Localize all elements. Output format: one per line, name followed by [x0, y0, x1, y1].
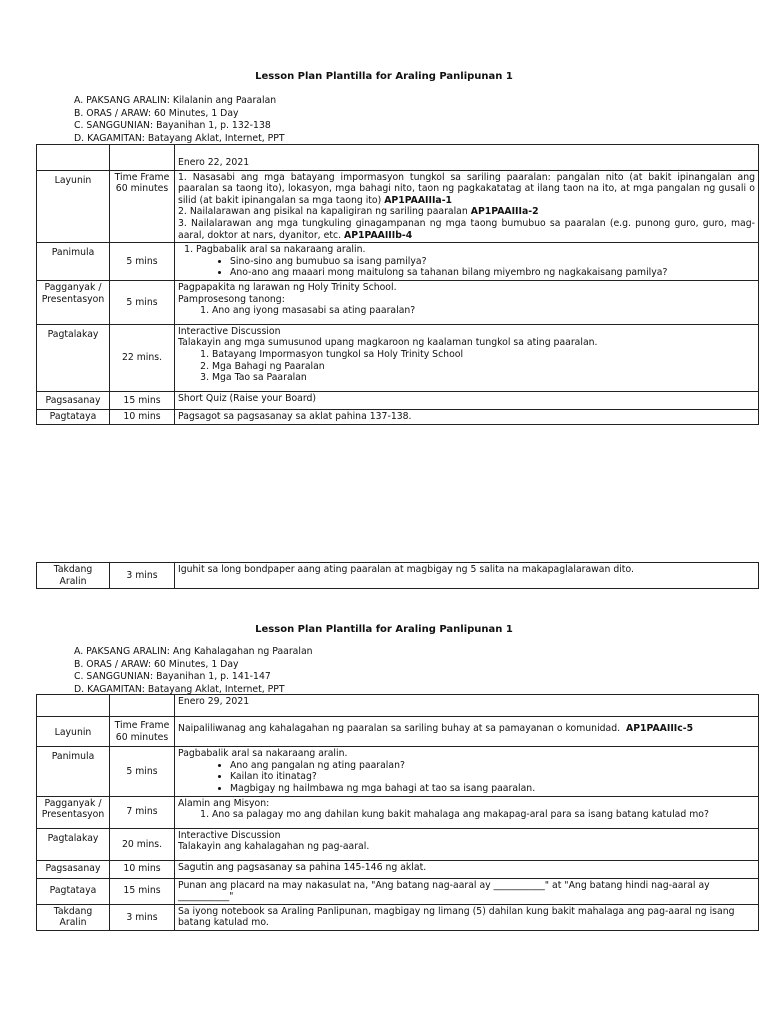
plan1-meta-materials: D. KAGAMITAN: Batayang Aklat, Internet, PPT: [74, 132, 285, 144]
plan1-table: [36, 144, 759, 425]
pagganyak-content: Pagpapakita ng larawan ng Holy Trinity School. Pamprosesong tanong: 1. Ano ang iyong masasabi sa ating paaralan?: [175, 280, 759, 324]
competency-code: AP1PAAIIIb-4: [344, 229, 413, 241]
pagtalakay-time: 20 mins.: [110, 828, 175, 860]
plan2-table: [36, 694, 759, 931]
list-item: 1. Batayang Impormasyon tungkol sa Holy Trinity School: [212, 349, 755, 361]
plan1-pagtataya-row: [37, 410, 759, 425]
competency-code: AP1PAAIIIc-5: [626, 723, 694, 734]
list-item: • Sino-sino ang bumubuo sa isang pamilya?: [230, 256, 755, 268]
plan2-pagtataya-row: [37, 878, 759, 904]
layunin-label: Layunin: [37, 170, 110, 243]
takdang-time: 3 mins: [110, 563, 175, 589]
list-item: • Magbigay ng hailmbawa ng mga bahagi at tao sa isang paaralan.: [230, 783, 755, 795]
panimula-time: 5 mins: [110, 243, 175, 281]
plan2-date-row: [37, 695, 759, 717]
takdang-time: 3 mins: [110, 904, 175, 930]
takdang-label: Takdang Aralin: [37, 904, 110, 930]
pagsasanay-label: Pagsasanay: [37, 391, 110, 410]
plan1-meta-reference: C. SANGGUNIAN: Bayanihan 1, p. 132-138: [74, 120, 271, 131]
pagganyak-label: Pagganyak / Presentasyon: [37, 280, 110, 324]
pagtalakay-content: Interactive Discussion Talakayin ang mga sumusunod upang magkaroon ng kaalaman tungkol sa ating paaralan. 1. Batayang Impormasyon tungkol sa Holy Trinity School 2. Mga Bahagi ng Paaralan 3. Mga Tao sa Paaralan: [175, 324, 759, 391]
plan1-date: Enero 22, 2021: [175, 145, 759, 171]
plan2-date: Enero 29, 2021: [175, 695, 759, 717]
plan1-meta: [74, 95, 285, 145]
pagsasanay-content: Short Quiz (Raise your Board): [175, 391, 759, 410]
plan2-pagsasanay-row: [37, 860, 759, 878]
plan1-pagtalakay-row: [37, 324, 759, 391]
timeframe-value: 60 minutes: [115, 731, 169, 743]
plan1-pagsasanay-row: [37, 391, 759, 410]
list-item: • Ano-ano ang maaari mong maitulong sa tahanan bilang miyembro ng nagkakaisang pamilya?: [230, 267, 755, 279]
competency-code: AP1PAAIIIa-2: [470, 206, 539, 218]
pagtataya-time: 15 mins: [110, 878, 175, 904]
plan2-meta-materials: D. KAGAMITAN: Batayang Aklat, Internet, PPT: [74, 683, 285, 695]
plan2-meta: [74, 646, 313, 696]
objective: Naipaliliwanag ang kahalagahan ng paaralan sa sariling buhay at sa pamayanan o komunidad.: [178, 723, 621, 734]
plan1-date-row: [37, 145, 759, 171]
pagsasanay-label: Pagsasanay: [37, 860, 110, 878]
pagtataya-time: 10 mins: [110, 410, 175, 425]
timeframe-label: Time Frame: [114, 720, 170, 731]
timeframe-label: Time Frame: [114, 171, 170, 183]
panimula-time: 5 mins: [110, 747, 175, 796]
pagtataya-content: Punan ang placard na may nakasulat na, "Ang batang nag-aaral ay ___________" at "Ang batang hindi nag-aaral ay ___________": [175, 878, 759, 904]
plan2-takdang-row: [37, 904, 759, 930]
takdang-content: Sa iyong notebook sa Araling Panlipunan, magbigay ng limang (5) dahilan kung bakit mahalaga ang pag-aaral ng isang batang katulad mo.: [175, 904, 759, 930]
list-item: 1. Ano ang iyong masasabi sa ating paaralan?: [212, 305, 755, 317]
panimula-label: Panimula: [37, 747, 110, 796]
list-item: 2. Mga Bahagi ng Paaralan: [212, 361, 755, 373]
pagganyak-content: Alamin ang Misyon: 1. Ano sa palagay mo ang dahilan kung bakit mahalaga ang makapag-aral para sa isang batang katulad mo?: [175, 796, 759, 828]
timeframe-value: 60 minutes: [115, 183, 169, 195]
plan1-panimula-row: [37, 243, 759, 281]
objective-2: 2. Nailalarawan ang pisikal na kapaligiran ng sariling paaralan AP1PAAIIIa-2: [178, 206, 539, 218]
plan1-takdang-table: [36, 562, 759, 589]
plan2-pagganyak-row: [37, 796, 759, 828]
plan2-meta-reference: C. SANGGUNIAN: Bayanihan 1, p. 141-147: [74, 671, 271, 682]
panimula-content: [175, 243, 759, 281]
plan1-layunin-row: [37, 170, 759, 243]
plan2-meta-time: B. ORAS / ARAW: 60 Minutes, 1 Day: [74, 658, 239, 670]
pagganyak-label: Pagganyak / Presentasyon: [37, 796, 110, 828]
list-item: 3. Mga Tao sa Paaralan: [212, 372, 755, 384]
list-item: 1. Pagbabalik aral sa nakaraang aralin.: [196, 244, 755, 256]
objective-1: 1. Nasasabi ang mga batayang impormasyon tungkol sa sariling paaralan: pangalan nito (at bakit ipinangalan ang paaralan sa taong ito), lokasyon, mga bahagi nito, taon ng pagkakatatag at ilang taon na ito, at mga pangalan ng gusali o silid (at bakit ipinangalan sa mga taong ito) AP1PAAIIIa-1: [178, 171, 755, 206]
plan1-meta-time: B. ORAS / ARAW: 60 Minutes, 1 Day: [74, 107, 239, 119]
plan1-pagganyak-row: [37, 280, 759, 324]
plan2-panimula-row: [37, 747, 759, 796]
list-item: • Kailan ito itinatag?: [230, 771, 755, 783]
competency-code: AP1PAAIIIa-1: [384, 194, 453, 206]
pagtalakay-label: Pagtalakay: [37, 324, 110, 391]
pagtataya-label: Pagtataya: [37, 878, 110, 904]
plan1-meta-topic: A. PAKSANG ARALIN: Kilalanin ang Paaralan: [74, 95, 277, 106]
panimula-label: Panimula: [37, 243, 110, 281]
timeframe-cell: [110, 170, 175, 243]
pagsasanay-time: 15 mins: [110, 391, 175, 410]
pagganyak-time: 7 mins: [110, 796, 175, 828]
plan2-title: Lesson Plan Plantilla for Araling Panlipunan 1: [255, 624, 513, 635]
list-item: 1. Ano sa palagay mo ang dahilan kung bakit mahalaga ang makapag-aral para sa isang batang katulad mo?: [212, 809, 755, 821]
plan2-layunin-row: [37, 717, 759, 747]
panimula-content: Pagbabalik aral sa nakaraang aralin. • Ano ang pangalan ng ating paaralan? • Kailan ito itinatag? • Magbigay ng hailmbawa ng mga bahagi at tao sa isang paaralan.: [175, 747, 759, 796]
objective-3: 3. Nailalarawan ang mga tungkuling ginagampanan ng mga taong bumubuo sa paaralan (e.g. punong guro, guro, mag-aaral, doktor at nars, dyanitor, etc. AP1PAAIIIb-4: [178, 217, 755, 241]
pagtalakay-time: 22 mins.: [110, 324, 175, 391]
plan1-takdang-row: [37, 563, 759, 589]
pagsasanay-time: 10 mins: [110, 860, 175, 878]
plan1-title: Lesson Plan Plantilla for Araling Panlipunan 1: [255, 71, 513, 82]
takdang-label: Takdang Aralin: [37, 563, 110, 589]
plan2-meta-topic: A. PAKSANG ARALIN: Ang Kahalagahan ng Paaralan: [74, 646, 313, 657]
pagtalakay-label: Pagtalakay: [37, 828, 110, 860]
list-item: • Ano ang pangalan ng ating paaralan?: [230, 760, 755, 772]
pagsasanay-content: Sagutin ang pagsasanay sa pahina 145-146 ng aklat.: [175, 860, 759, 878]
layunin-label: Layunin: [37, 717, 110, 747]
takdang-content: Iguhit sa long bondpaper aang ating paaralan at magbigay ng 5 salita na makapaglalarawan dito.: [175, 563, 759, 589]
layunin-content: [175, 170, 759, 243]
pagtataya-label: Pagtataya: [37, 410, 110, 425]
pagtalakay-content: Interactive Discussion Talakayin ang kahalagahan ng pag-aaral.: [175, 828, 759, 860]
plan2-pagtalakay-row: [37, 828, 759, 860]
pagganyak-time: 5 mins: [110, 280, 175, 324]
timeframe-cell: [110, 717, 175, 747]
layunin-content: [175, 717, 759, 747]
pagtataya-content: Pagsagot sa pagsasanay sa aklat pahina 137-138.: [175, 410, 759, 425]
